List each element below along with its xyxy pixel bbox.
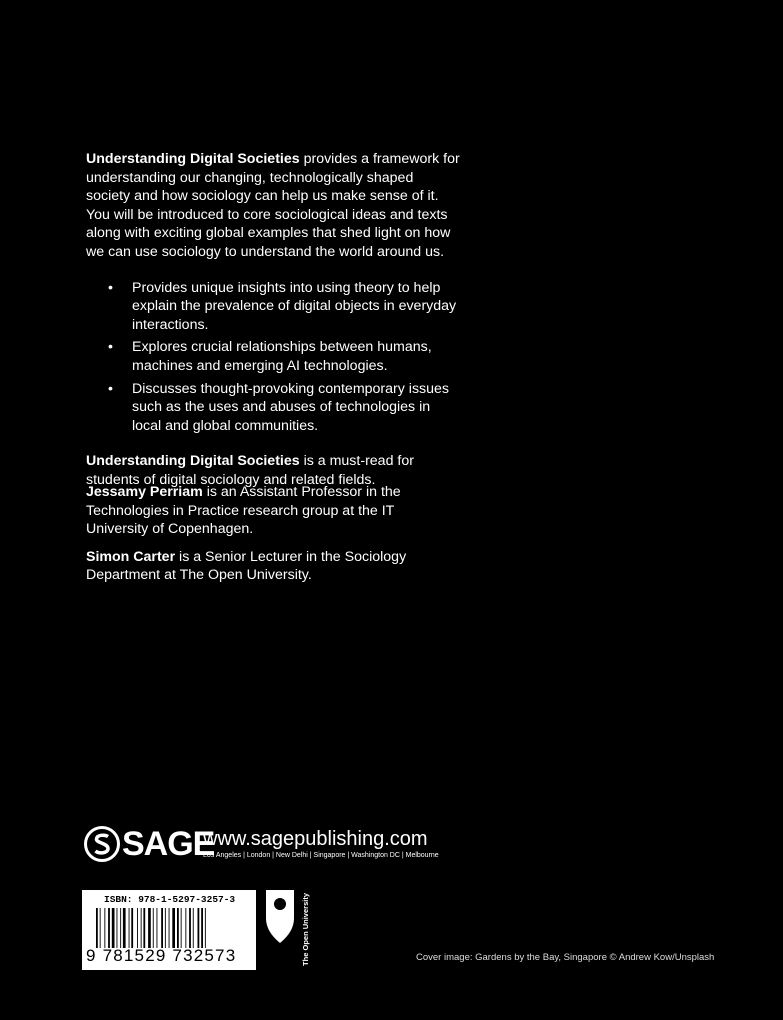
list-item (86, 338, 461, 375)
barcode-stripe (181, 908, 182, 948)
barcode-stripe (193, 908, 194, 948)
barcode-bars (96, 908, 246, 948)
outro-book-title: Understanding Digital Societies (86, 453, 300, 470)
barcode-stripe (153, 908, 154, 948)
outro-text: is a must-read for students of digital sociology and related fields. (86, 453, 414, 488)
open-university-label: The Open University (301, 893, 310, 966)
sage-logo-icon (84, 826, 120, 862)
isbn-barcode (82, 890, 256, 970)
publisher-url[interactable]: www.sagepublishing.com (203, 828, 428, 850)
barcode-stripe (157, 908, 158, 948)
cover-credit: Cover image: Gardens by the Bay, Singapore © Andrew Kow/Unsplash (416, 952, 715, 963)
barcode-stripe (189, 908, 191, 948)
barcode-stripe (108, 908, 110, 948)
barcode-stripe (165, 908, 166, 948)
barcode-stripe (198, 908, 200, 948)
intro-paragraph (86, 150, 461, 262)
bullet-dot: • (108, 279, 113, 296)
author-name: Simon Carter (86, 548, 176, 565)
barcode-stripe (205, 908, 206, 948)
publisher-name: SAGE (122, 825, 215, 863)
publisher-block (84, 826, 444, 866)
barcode-stripe (104, 908, 105, 948)
bullet-text: Explores crucial relationships between humans, machines and emerging AI technologies. (132, 339, 432, 374)
author-bio (86, 483, 446, 539)
back-cover-blurb (86, 150, 461, 507)
author-name: Jessamy Perriam (86, 484, 203, 500)
barcode-stripe (177, 908, 179, 948)
author-description: is an Assistant Professor in the Technologies in Practice research group at the IT University of Copenhagen. (86, 484, 401, 538)
barcode-stripe (129, 908, 130, 948)
barcode-stripe (161, 908, 163, 948)
barcode-stripe (169, 908, 170, 948)
barcode-stripe (123, 908, 126, 948)
isbn-label: ISBN: 978-1-5297-3257-3 (104, 894, 236, 905)
intro-book-title: Understanding Digital Societies (86, 151, 300, 167)
barcode-stripe (172, 908, 175, 948)
barcode-stripe (185, 908, 186, 948)
author-bios (86, 483, 446, 594)
intro-text: provides a framework for understanding our changing, technologically shaped society and how sociology can help us make sense of it. You will be introduced to core sociological ideas and texts along with exciting global examples that shed light on how we can use sociology to understand the world around us. (86, 151, 460, 260)
barcode-stripe (143, 908, 145, 948)
feature-list (86, 279, 461, 436)
barcode-stripe (141, 908, 142, 948)
barcode-stripe (201, 908, 203, 948)
barcode-digits: 9 781529 732573 (86, 946, 237, 965)
bullet-dot: • (108, 339, 113, 356)
author-bio (86, 548, 446, 585)
bullet-text: Provides unique insights into using theory to help explain the prevalence of digital objects in everyday interactions. (132, 279, 457, 333)
barcode-stripe (96, 908, 98, 948)
barcode-stripe (131, 908, 133, 948)
list-item (86, 279, 461, 335)
barcode-stripe (137, 908, 138, 948)
barcode-stripe (117, 908, 118, 948)
author-description: is a Senior Lecturer in the Sociology Department at The Open University. (86, 548, 407, 584)
barcode-stripe (112, 908, 115, 948)
list-item (86, 380, 461, 436)
open-university-shield-icon (266, 888, 326, 948)
publisher-cities: Los Angeles | London | New Delhi | Singapore | Washington DC | Melbourne (203, 852, 439, 859)
barcode-stripe (120, 908, 121, 948)
barcode-stripe (148, 908, 151, 948)
bullet-text: Discusses thought-provoking contemporary issues such as the uses and abuses of technologies in local and global communities. (132, 380, 450, 434)
barcode-stripe (100, 908, 101, 948)
bullet-dot: • (108, 380, 113, 397)
